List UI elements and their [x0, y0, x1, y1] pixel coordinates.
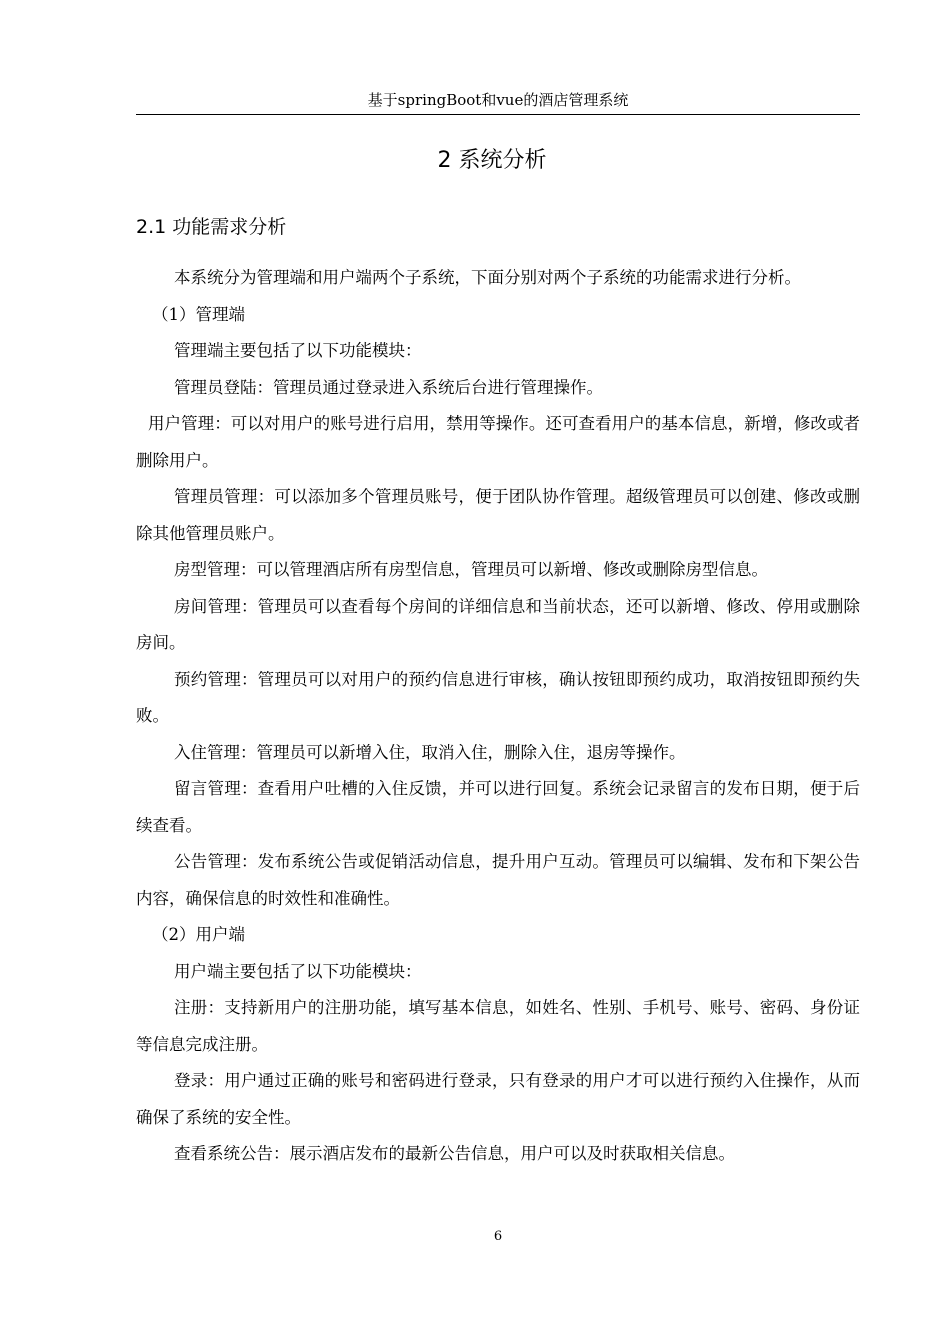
paragraph-admin-modules: 管理端主要包括了以下功能模块：	[174, 341, 422, 360]
page-number: 6	[493, 1229, 503, 1244]
paragraph-admin-management: 管理员管理：可以添加多个管理员账号，便于团队协作管理。超级管理员可以创建、修改或删除其他管理员账户。	[136, 487, 860, 543]
paragraph-message: 留言管理：查看用户吐槽的入住反馈，并可以进行回复。系统会记录留言的发布日期，便于后续查看。	[136, 779, 860, 835]
paragraph-room-management: 房间管理：管理员可以查看每个房间的详细信息和当前状态，还可以新增、修改、停用或删除房间。	[136, 596, 860, 652]
subheading-admin: （1）管理端	[152, 304, 245, 324]
paragraph-reservation: 预约管理：管理员可以对用户的预约信息进行审核，确认按钮即预约成功，取消按钮即预约失败。	[136, 669, 860, 725]
body-text	[136, 260, 860, 1173]
paragraph-login: 登录：用户通过正确的账号和密码进行登录，只有登录的用户才可以进行预约入住操作，从而确保了系统的安全性。	[136, 1071, 860, 1127]
paragraph-user-modules: 用户端主要包括了以下功能模块：	[174, 961, 422, 981]
paragraph-user-management: 用户管理：可以对用户的账号进行启用，禁用等操作。还可查看用户的基本信息，新增，修改或者删除用户。	[136, 414, 860, 470]
paragraph-register: 注册：支持新用户的注册功能，填写基本信息，如姓名、性别、手机号、账号、密码、身份证等信息完成注册。	[136, 998, 860, 1054]
paragraph-checkin: 入住管理：管理员可以新增入住，取消入住，删除入住，退房等操作。	[174, 742, 686, 762]
paragraph-announcement: 公告管理：发布系统公告或促销活动信息，提升用户互动。管理员可以编辑、发布和下架公告内容，确保信息的时效性和准确性。	[136, 852, 860, 908]
paragraph-view-announcement: 查看系统公告：展示酒店发布的最新公告信息，用户可以及时获取相关信息。	[174, 1144, 735, 1163]
header-rule	[136, 114, 860, 115]
paragraph-admin-login: 管理员登陆：管理员通过登录进入系统后台进行管理操作。	[174, 377, 603, 397]
paragraph-intro: 本系统分为管理端和用户端两个子系统，下面分别对两个子系统的功能需求进行分析。	[174, 268, 801, 287]
section-title: 2.1 功能需求分析	[136, 216, 287, 238]
subheading-user: （2）用户端	[152, 925, 245, 944]
chapter-title: 2 系统分析	[437, 148, 547, 173]
running-header: 基于springBoot和vue的酒店管理系统	[367, 91, 629, 109]
paragraph-room-type: 房型管理：可以管理酒店所有房型信息，管理员可以新增、修改或删除房型信息。	[174, 560, 768, 579]
